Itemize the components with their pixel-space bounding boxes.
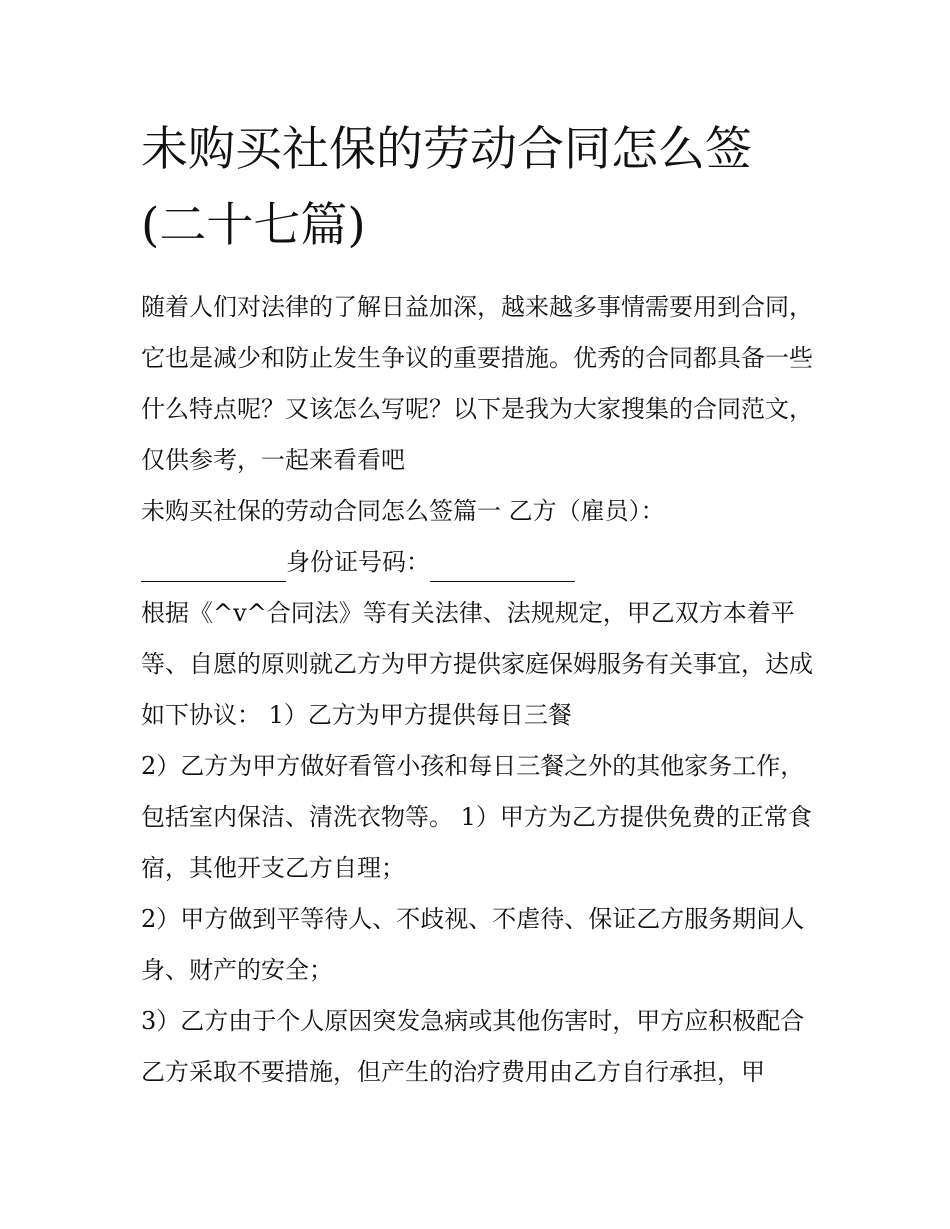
section-heading-paragraph: 未购买社保的劳动合同怎么签篇一 乙方（雇员）： — [141, 497, 665, 525]
id-number-label: 身份证号码： — [286, 548, 430, 576]
document-title: 未购买社保的劳动合同怎么签(二十七篇) — [141, 122, 752, 253]
id-number-line — [141, 537, 816, 588]
agreement-paragraph: 根据《^v^合同法》等有关法律、法规规定，甲乙双方本着平等、自愿的原则就乙方为甲方提供家庭保姆服务有关事宜，达成如下协议： 1）乙方为甲方提供每日三餐 — [141, 599, 813, 729]
document-body — [141, 112, 816, 1098]
name-blank-line — [141, 580, 286, 582]
clause-paragraph-4: 3）乙方由于个人原因突发急病或其他伤害时，甲方应积极配合乙方采取不要措施，但产生的治疗费用由乙方自行承担，甲 — [141, 1007, 805, 1086]
intro-paragraph: 随着人们对法律的了解日益加深，越来越多事情需要用到合同，它也是减少和防止发生争议的重要措施。优秀的合同都具备一些什么特点呢？又该怎么写呢？以下是我为大家搜集的合同范文，仅供参考，一起来看看吧 — [141, 293, 813, 474]
clause-paragraph-3: 2）甲方做到平等待人、不歧视、不虐待、保证乙方服务期间人身、财产的安全； — [141, 905, 805, 984]
id-number-blank-line — [430, 580, 575, 582]
clause-paragraph-2: 2）乙方为甲方做好看管小孩和每日三餐之外的其他家务工作，包括室内保洁、清洗衣物等。 1）甲方为乙方提供免费的正常食宿，其他开支乙方自理； — [141, 752, 812, 882]
